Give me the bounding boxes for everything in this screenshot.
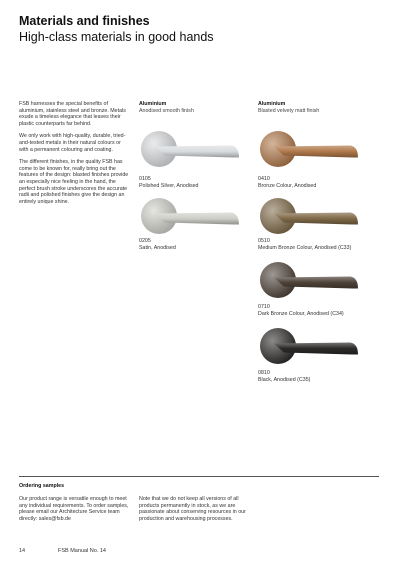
- column-subheading: Anodised smooth finish: [139, 107, 194, 114]
- column-header-left: [139, 101, 194, 114]
- ordering-text-right: Note that we do not keep all versions of all products permanently in stock, as we are passionate about conserving resources in our production and warehousing processes.: [139, 496, 246, 522]
- finish-code: 0710: [258, 304, 270, 310]
- finish-caption-0710: [258, 304, 344, 317]
- page-title: Materials and finishes: [19, 14, 150, 28]
- finish-name: Polished Silver, Anodised: [139, 182, 199, 189]
- page-number: 14: [19, 548, 26, 554]
- finish-caption-0510: [258, 238, 351, 251]
- finish-caption-0205: [139, 238, 176, 251]
- finish-name: Bronze Colour, Anodised: [258, 182, 317, 189]
- column-heading: Aluminium: [139, 101, 167, 107]
- ordering-text-left: Our product range is versatile enough to meet any individual requirements. To order samples, please email our Architecture Service team directly: sales@fsb.de: [19, 496, 129, 522]
- finish-code: 0410: [258, 176, 270, 182]
- handle-image-0105: [139, 124, 241, 174]
- intro-paragraph: We only work with high-quality, durable, tried-and-tested metals in their natural colours or with a permanent colouring and coating.: [19, 133, 126, 153]
- handle-image-0710: [258, 259, 360, 301]
- page-subtitle: High-class materials in good hands: [19, 30, 214, 44]
- finish-name: Medium Bronze Colour, Anodised (C33): [258, 244, 352, 251]
- ordering-heading: Ordering samples: [19, 483, 65, 489]
- finish-caption-0105: [139, 176, 198, 189]
- column-subheading: Blasted velvety matt finish: [258, 107, 320, 114]
- intro-paragraph: The different finishes, in the quality FSB has come to be known for, really bring out the features of the design: blasted finishes provide an especially nice feeling in the hand, the perfect brush stroke underscores the accurate radii and polished finishes give the design an entirely unique shine.: [19, 159, 129, 205]
- finish-code: 0105: [139, 176, 151, 182]
- column-header-right: [258, 101, 319, 114]
- handle-image-0410: [258, 124, 360, 174]
- finish-caption-0410: [258, 176, 316, 189]
- finish-code: 0810: [258, 370, 270, 376]
- intro-text: [19, 101, 129, 211]
- section-divider: [19, 476, 379, 477]
- handle-image-0810: [258, 324, 360, 368]
- intro-paragraph: FSB harnesses the special benefits of aluminium, stainless steel and bronze. Metals exude a timeless elegance that leaves their plastic counterparts far behind.: [19, 101, 126, 127]
- finish-caption-0810: [258, 370, 310, 383]
- handle-image-0510: [258, 195, 360, 237]
- finish-name: Black, Anodised (C35): [258, 376, 311, 383]
- finish-name: Dark Bronze Colour, Anodised (C34): [258, 310, 344, 317]
- finish-code: 0510: [258, 238, 270, 244]
- finish-name: Satin, Anodised: [139, 244, 176, 251]
- handle-image-0205: [139, 195, 241, 237]
- footer-manual: FSB Manual No. 14: [58, 548, 106, 554]
- column-heading: Aluminium: [258, 101, 286, 107]
- finish-code: 0205: [139, 238, 151, 244]
